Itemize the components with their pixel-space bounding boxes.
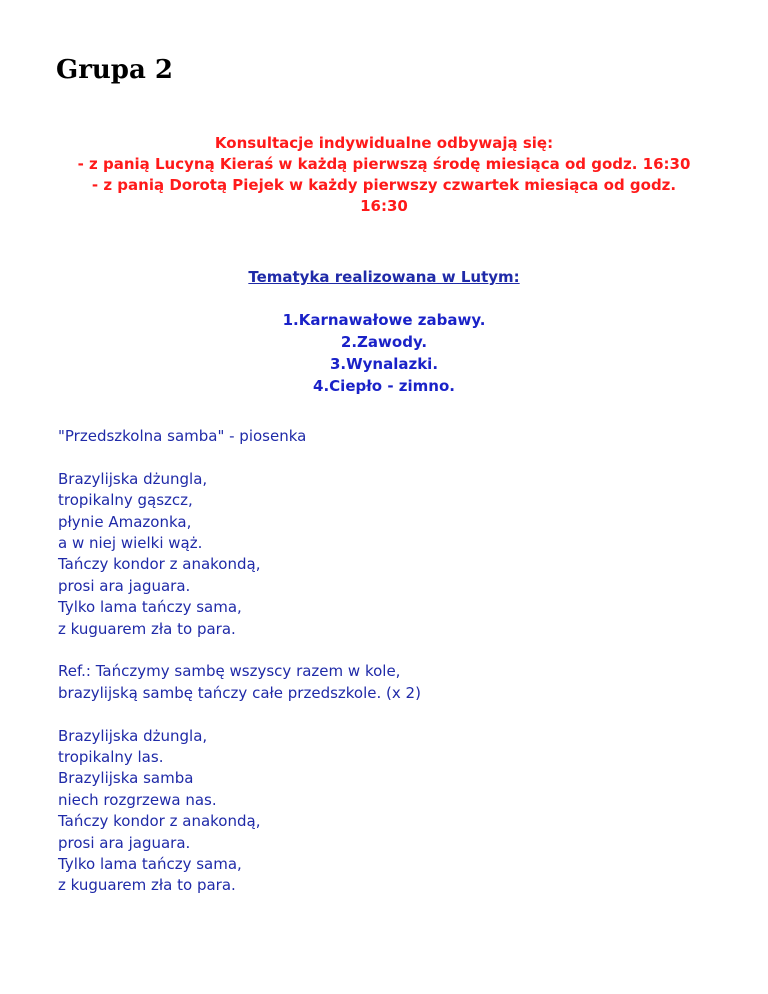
verse-line: Brazylijska samba xyxy=(58,769,194,788)
refrain-line: Ref.: Tańczymy sambę wszyscy razem w kole, xyxy=(58,662,401,681)
verse-line: a w niej wielki wąż. xyxy=(58,534,203,553)
consultations-line: Konsultacje indywidualne odbywają się: xyxy=(214,134,554,152)
page-title: Grupa 2 xyxy=(56,55,173,85)
verse-line: niech rozgrzewa nas. xyxy=(58,790,217,809)
topic-item: 1.Karnawałowe zabawy. xyxy=(282,311,486,329)
refrain-line: brazylijską sambę tańczy całe przedszkole. (x 2) xyxy=(58,683,421,702)
topic-item: 4.Ciepło - zimno. xyxy=(313,377,455,395)
verse-line: tropikalny gąszcz, xyxy=(58,491,193,510)
verse-line: Brazylijska dżungla, xyxy=(58,469,208,488)
consultations-line: - z panią Lucyną Kieraś w każdą pierwszą środę miesiąca od godz. 16:30 xyxy=(77,155,691,173)
topics-list xyxy=(40,309,728,397)
consultations-notice xyxy=(40,133,728,217)
consultations-line: - z panią Dorotą Piejek w każdy pierwszy czwartek miesiąca od godz. xyxy=(91,176,677,194)
verse-line: Tańczy kondor z anakondą, xyxy=(58,812,261,831)
verse-line: z kuguarem zła to para. xyxy=(58,619,236,638)
stanza-gap xyxy=(58,704,718,725)
verse-line: Tańczy kondor z anakondą, xyxy=(58,555,261,574)
topic-item: 2.Zawody. xyxy=(340,333,428,351)
consultations-line: 16:30 xyxy=(360,197,408,215)
verse-line: Tylko lama tańczy sama, xyxy=(58,855,242,874)
verse-line: Tylko lama tańczy sama, xyxy=(58,598,242,617)
verse-line: prosi ara jaguara. xyxy=(58,576,191,595)
verse-line: prosi ara jaguara. xyxy=(58,833,191,852)
verse-line: Brazylijska dżungla, xyxy=(58,726,208,745)
topics-heading: Tematyka realizowana w Lutym: xyxy=(248,268,520,286)
verse-line: płynie Amazonka, xyxy=(58,512,192,531)
song-lyrics xyxy=(58,426,718,897)
verse-line: tropikalny las. xyxy=(58,748,164,767)
stanza-gap xyxy=(58,447,718,468)
verse-line: z kuguarem zła to para. xyxy=(58,876,236,895)
topic-item: 3.Wynalazki. xyxy=(329,355,439,373)
song-title: "Przedszkolna samba" - piosenka xyxy=(58,427,307,445)
stanza-gap xyxy=(58,640,718,661)
